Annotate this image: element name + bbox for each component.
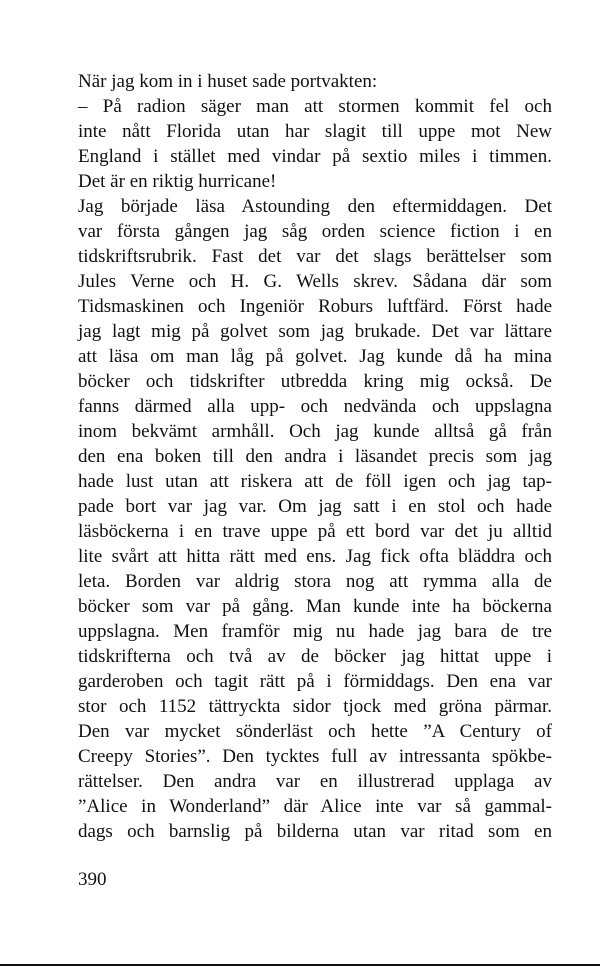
text-line: Tidsmaskinen och Ingeniör Roburs luftfärd. Först hade [78, 296, 552, 317]
body-text [78, 69, 552, 844]
text-line: garderoben och tagit rätt på i förmiddags. Den ena var [78, 671, 552, 692]
text-line: Jag började läsa Astounding den eftermiddagen. Det [78, 196, 552, 217]
text-line: fanns därmed alla upp- och nedvända och uppslagna [78, 396, 552, 417]
text-line: var första gången jag såg orden science fiction i en [78, 221, 552, 242]
text-line: inom bekvämt armhåll. Och jag kunde alltså gå från [78, 421, 552, 442]
text-line: läsböckerna i en trave uppe på ett bord var det ju alltid [78, 521, 552, 542]
text-line: den ena boken till den andra i läsandet precis som jag [78, 446, 552, 467]
text-line: ”Alice in Wonderland” där Alice inte var så gammal- [78, 796, 552, 817]
text-line: uppslagna. Men framför mig nu hade jag bara de tre [78, 621, 552, 642]
text-line: att läsa om man låg på golvet. Jag kunde då ha mina [78, 346, 552, 367]
page-number: 390 [78, 869, 107, 890]
bottom-divider [0, 964, 600, 966]
text-line: När jag kom in i huset sade portvakten: [78, 71, 378, 92]
text-line: tidskriftsrubrik. Fast det var det slags berättelser som [78, 246, 552, 267]
text-line: England i stället med vindar på sextio miles i timmen. [78, 146, 552, 167]
text-line: Jules Verne och H. G. Wells skrev. Sådana där som [78, 271, 552, 292]
text-line: pade bort var jag var. Om jag satt i en stol och hade [78, 496, 552, 517]
text-line: Den var mycket sönderläst och hette ”A Century of [78, 721, 552, 742]
text-line: böcker och tidskrifter utbredda kring mig också. De [78, 371, 552, 392]
text-line: Det är en riktig hurricane! [78, 171, 277, 192]
text-line: böcker som var på gång. Man kunde inte ha böckerna [78, 596, 552, 617]
text-line: – På radion säger man att stormen kommit fel och [78, 96, 552, 117]
text-line: jag lagt mig på golvet som jag brukade. Det var lättare [78, 321, 552, 342]
text-line: rättelser. Den andra var en illustrerad upplaga av [78, 771, 552, 792]
text-line: lite svårt att hitta rätt med ens. Jag fick ofta bläddra och [78, 546, 552, 567]
text-line: inte nått Florida utan har slagit till uppe mot New [78, 121, 552, 142]
text-line: Creepy Stories”. Den tycktes full av intressanta spökbe- [78, 746, 552, 767]
text-line: hade lust utan att riskera att de föll igen och jag tap- [78, 471, 552, 492]
text-line: tidskrifterna och två av de böcker jag hittat uppe i [78, 646, 552, 667]
text-line: dags och barnslig på bilderna utan var ritad som en [78, 821, 552, 842]
text-line: stor och 1152 tättryckta sidor tjock med gröna pärmar. [78, 696, 552, 717]
text-line: leta. Borden var aldrig stora nog att rymma alla de [78, 571, 552, 592]
